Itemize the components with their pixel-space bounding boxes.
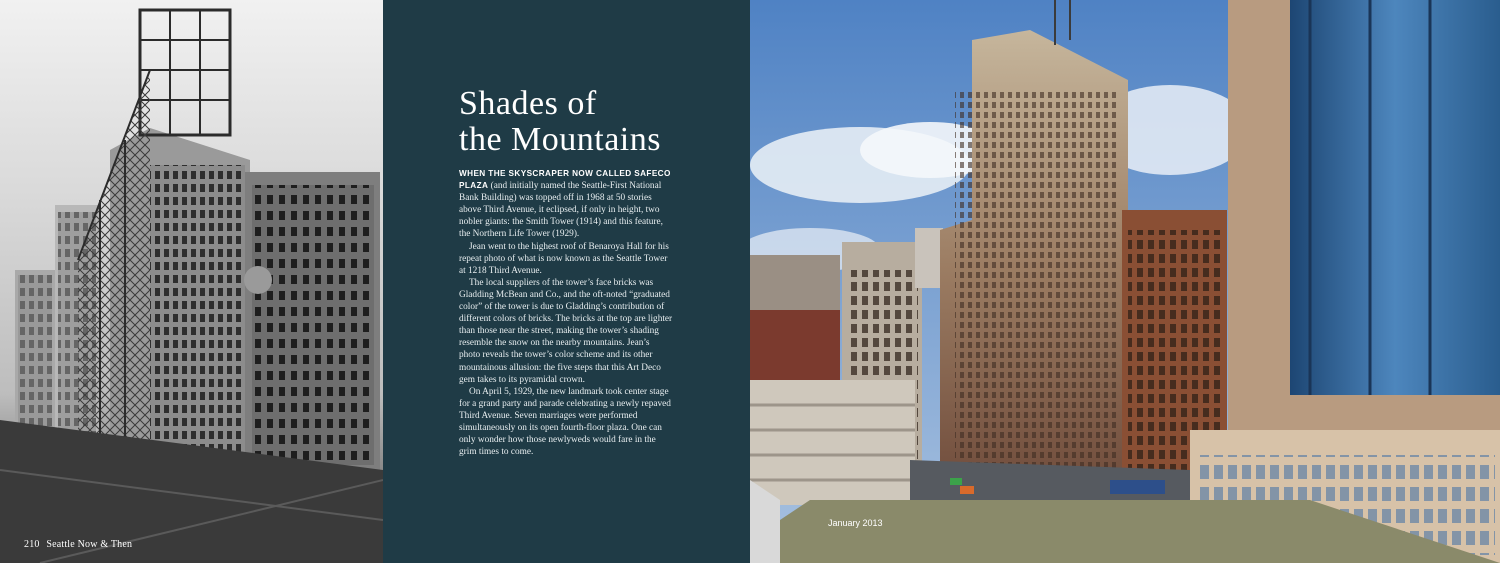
historic-photo	[0, 0, 383, 563]
lead-in: WHEN THE SKYSCRAPER NOW CALLED SAFECO PLAZA	[459, 169, 671, 191]
modern-photo	[750, 0, 1500, 563]
paragraph-1	[459, 168, 673, 241]
historic-photo-illustration	[0, 0, 383, 563]
book-title: Seattle Now & Then	[46, 539, 133, 550]
paragraph-1-text: (and initially named the Seattle-First National Bank Building) was topped off in 1968 at 50 stories above Third Avenue, it eclipsed, if only in height, two nobler giants: the Smith Tower (1914) and this feature, the Northern Life Tower (1929).	[459, 181, 663, 240]
article-body	[459, 168, 673, 458]
paragraph-4: On April 5, 1929, the new landmark took center stage for a grand party and parade celebrating a newly repaved Third Avenue. Seven marriages were performed simultaneously on its open fourth-floor plaza. One can only wonder how those newlyweds would fare in the grim times to come.	[459, 386, 671, 458]
title-line-1: Shades of	[459, 85, 597, 122]
paragraph-3: The local suppliers of the tower’s face bricks was Gladding McBean and Co., and the oft-noted “graduated color” of the tower is due to Gladding’s contribution of different colors of bricks. The bricks at the top are lighter than those near the street, making the tower’s shading resemble the snow on the nearby mountains. Jean’s photo reveals the tower’s color scheme and its other mountainous allusion: the five steps that this Art Deco gem takes to its pyramidal crown.	[459, 277, 673, 385]
article-title	[459, 86, 719, 158]
title-line-2: the Mountains	[459, 121, 661, 158]
page-folio	[24, 539, 132, 550]
page-number: 210	[24, 539, 40, 550]
paragraph-2: Jean went to the highest roof of Benaroya Hall for his repeat photo of what is now known as the Seattle Tower at 1218 Third Avenue.	[459, 241, 669, 276]
article-panel	[383, 0, 750, 563]
modern-photo-illustration	[750, 0, 1500, 563]
photo-caption: January 2013	[828, 518, 883, 528]
